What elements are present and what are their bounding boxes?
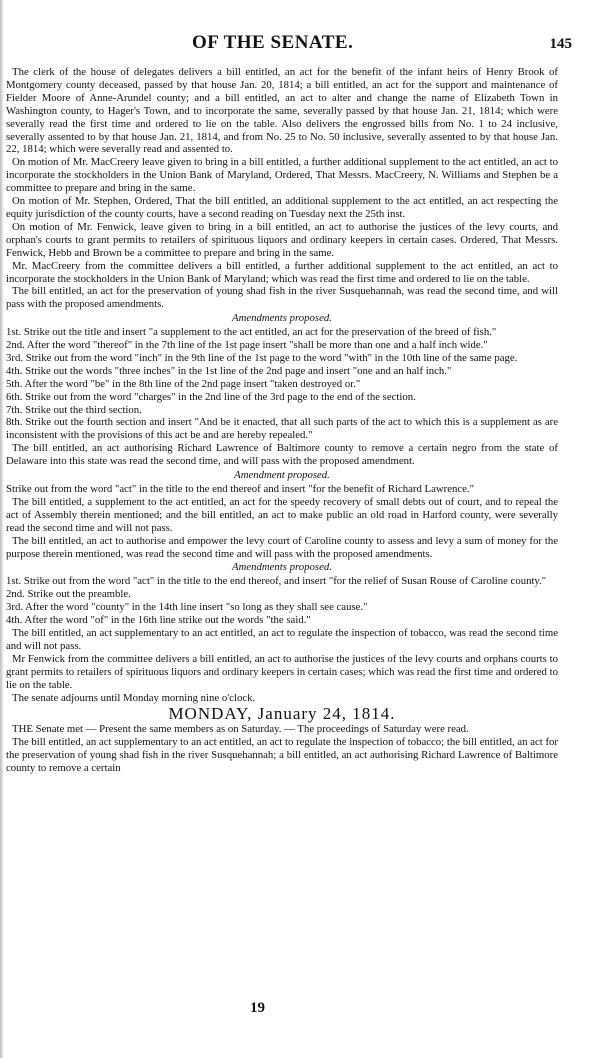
amendment-item: 5th. After the word "be" in the 8th line of the 2nd page insert "taken destroyed or." (6, 377, 361, 390)
paragraph: The bill entitled, an act for the preservation of young shad fish in the river Susquehannah, was read the second time, and will pass with the proposed amendments. (6, 285, 558, 311)
paragraph: The bill entitled, an act to authorise and empower the levy court of Caroline county to assess and levy a sum of money for the purpose therein mentioned, was read the second time and will pass with the proposed amendments. (6, 534, 558, 560)
paragraph: Mr Fenwick from the committee delivers a bill entitled, an act to authorise the justices of the levy courts and orphans courts to grant permits to retailers of spirituous liquors and ordinary keepers in certain cases; which was read the first time and ordered to lie on the table. (6, 652, 558, 691)
amendments-heading: Amendments proposed. (232, 312, 332, 325)
amendment-item: 4th. Strike out the words "three inches" in the 1st line of the 2nd page and insert "one and an half inch." (6, 364, 452, 377)
paragraph: The bill entitled, an act supplementary to an act entitled, an act to regulate the inspection of tobacco; the bill entitled, an act for the preservation of young shad fish in the river Susquehannah; a bill entitled, an act authorising Richard Lawrence of Baltimore county to remove a certain (6, 736, 558, 775)
paragraph: On motion of Mr. Stephen, Ordered, That the bill entitled, an additional supplement to the act entitled, an act respecting the equity jurisdiction of the county courts, have a second reading on Tuesday next the 25th inst. (6, 195, 558, 220)
page-header (0, 32, 600, 56)
paragraph: The bill entitled, an act authorising Richard Lawrence of Baltimore county to remove a certain negro from the state of Delaware into this state was read the second time, and will pass with the proposed amendment. (6, 442, 558, 468)
amendment-item: 1st. Strike out the title and insert "a supplement to the act entitled, an act for the preservation of the breed of fish." (6, 326, 497, 339)
amendment-item: 4th. After the word "of" in the 16th line strike out the words "the said." (6, 614, 311, 627)
paragraph: The clerk of the house of delegates delivers a bill entitled, an act for the benefit of the infant heirs of Henry Brook of Montgomery county deceased, passed by that house Jan. 20, 1814; a bill entitled, an act for the support and maintenance of Fielder Moore of Anne-Arundel county; and a bill entitled, an act to alter and change the name of Elizabeth Town in Washington county, to Hager's Town, and to incorporate the same, severally passed by that house Jan. 21, 1814; which were severally read the first time and ordered to lie on the table. Also delivers the engrossed bills from No. 1 to 24 inclusive, severally assented to by that house Jan. 21, 1814, and from No. 25 to No. 50 inclusive, severally assented to by that house Jan. 22, 1814; which were severally read and assented to. (6, 66, 558, 156)
page-number: 145 (549, 36, 572, 52)
paragraph: On motion of Mr. Fenwick, leave given to bring in a bill entitled, an act to authorise the justices of the levy courts, and orphan's courts to grant permits to retailers of spirituous liquors and ordinary keepers in certain cases. Ordered, That Messrs. Fenwick, Hebb and Brown be a committee to prepare and bring in the same. (6, 220, 558, 259)
amendment-item: 2nd. Strike out the preamble. (6, 588, 131, 601)
amendment-item: Strike out from the word "act" in the title to the end thereof and insert "for the benefit of Richard Lawrence." (6, 483, 474, 495)
amendments-heading: Amendments proposed. (232, 561, 332, 574)
date-heading: MONDAY, January 24, 1814. (168, 704, 396, 724)
body-text (6, 66, 558, 775)
paragraph: THE Senate met — Present the same members as on Saturday. — The proceedings of Saturday were read. (12, 723, 469, 736)
amendment-item: 3rd. After the word "county" in the 14th line insert "so long as they shall see cause." (6, 601, 368, 614)
paragraph: On motion of Mr. MacCreery leave given to bring in a bill entitled, a further additional supplement to the act entitled, an act to incorporate the stockholders in the Union Bank of Maryland, Ordered, That Messrs. MacCreery, N. Williams and Stephen be a committee to prepare and bring in the same. (6, 156, 558, 195)
signature-mark: 19 (250, 1000, 265, 1016)
amendment-item: 1st. Strike out from the word "act" in the title to the end thereof, and insert "for the relief of Susan Rouse of Caroline county." (6, 575, 547, 588)
amendment-item: 6th. Strike out from the word "charges" in the 2nd line of the 3rd page to the end of the section. (6, 390, 416, 403)
amendment-heading: Amendment proposed. (234, 469, 330, 482)
paragraph: The senate adjourns until Monday morning nine o'clock. (12, 691, 256, 704)
paragraph: The bill entitled, an act supplementary to an act entitled, an act to regulate the inspection of tobacco, was read the second time and will not pass. (6, 626, 558, 652)
running-head: OF THE SENATE. (192, 32, 354, 53)
paragraph: The bill entitled, a supplement to the act entitled, an act for the speedy recovery of small debts out of court, and to repeal the act of Assembly therein mentioned; and the bill entitled, an act to make public an old road in Harford county, were severally read the second time and will not pass. (6, 495, 558, 534)
amendment-item: 7th. Strike out the third section. (6, 403, 142, 416)
amendment-item: 3rd. Strike out from the word "inch" in the 9th line of the 1st page to the word "with" in the 10th line of the same page. (6, 351, 518, 364)
amendment-item: 2nd. After the word "thereof" in the 7th line of the 1st page insert "shall be more than one and a half inch wide." (6, 339, 488, 352)
amendment-item: 8th. Strike out the fourth section and insert "And be it enacted, that all such parts of the act to which this is a supplement as are inconsistent with the provisions of this act be and are hereby repealed." (6, 416, 558, 442)
page-edge-shadow (0, 0, 4, 1058)
paragraph: Mr. MacCreery from the committee delivers a bill entitled, a further additional supplement to the act entitled, an act to incorporate the stockholders in the Union Bank of Maryland; which was read the first time and ordered to lie on the table. (6, 259, 558, 285)
